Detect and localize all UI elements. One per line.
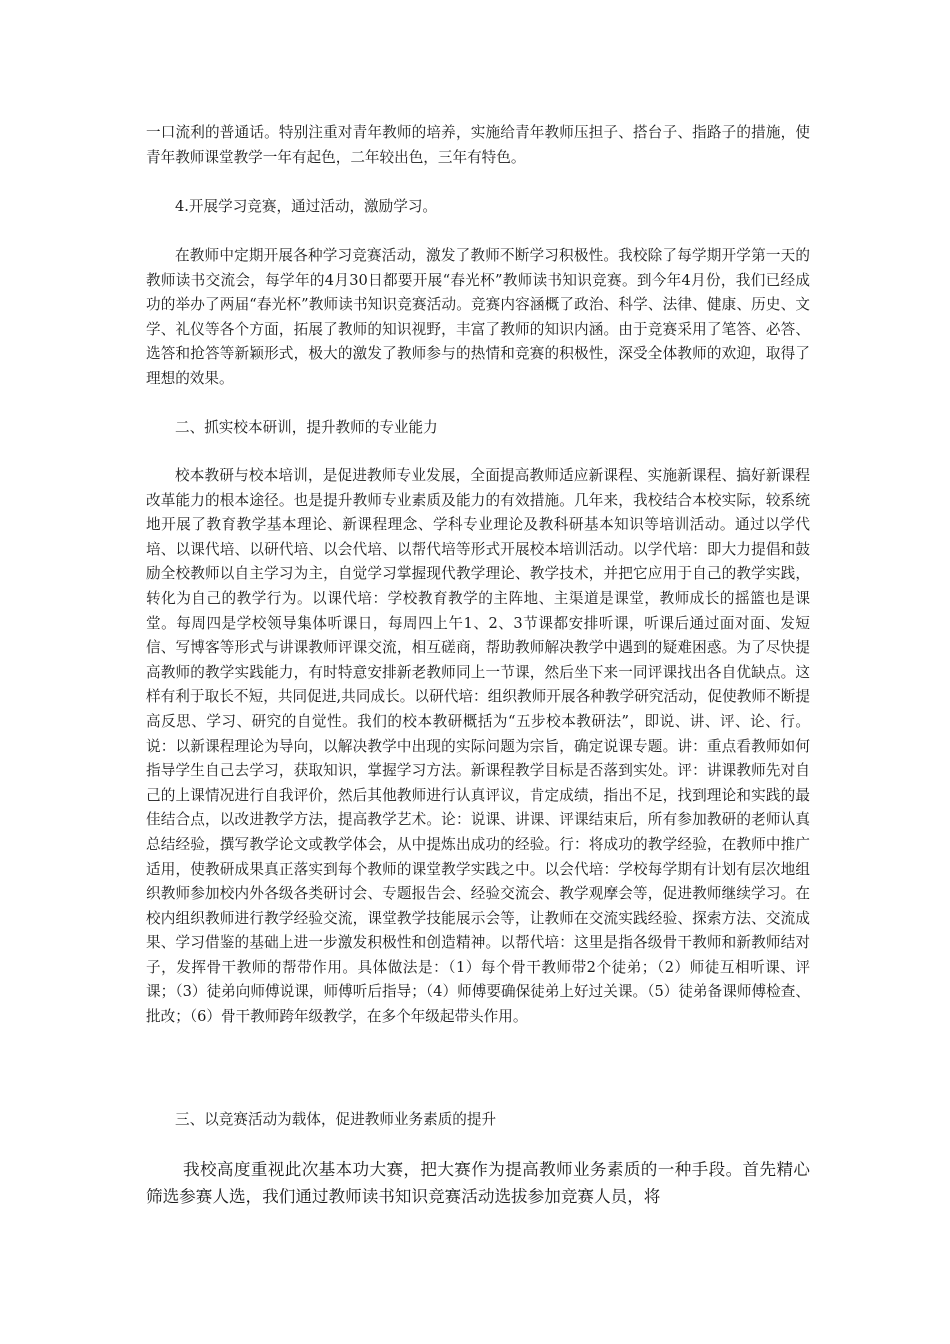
- heading-competition-carrier: 三、以竞赛活动为载体，促进教师业务素质的提升: [175, 1111, 497, 1128]
- heading-learning-competition: 4.开展学习竞赛，通过活动，激励学习。: [175, 198, 438, 215]
- heading-school-based-training: 二、抓实校本研训，提升教师的专业能力: [175, 419, 438, 436]
- paragraph-basic-skills-contest: 我校高度重视此次基本功大赛，把大赛作为提高教师业务素质的一种手段。首先精心筛选参赛人选，我们通过教师读书知识竞赛活动选拔参加竞赛人员，将: [146, 1160, 810, 1206]
- paragraph-reading-competition: 在教师中定期开展各种学习竞赛活动，激发了教师不断学习积极性。我校除了每学期开学第一天的教师读书交流会，每学年的4月30日都要开展“春光杯”教师读书知识竞赛。到今年4月份，我们已经成功的举办了两届“春光杯”教师读书知识竞赛活动。竞赛内容涵概了政治、科学、法律、健康、历史、文学、礼仪等各个方面，拓展了教师的知识视野，丰富了教师的知识内涵。由于竞赛采用了笔答、必答、选答和抢答等新颖形式，极大的激发了教师参与的热情和竞赛的积极性，深受全体教师的欢迎，取得了理想的效果。: [146, 247, 810, 387]
- paragraph-young-teacher-training: 一口流利的普通话。特别注重对青年教师的培养，实施给青年教师压担子、搭台子、指路子的措施，使青年教师课堂教学一年有起色，二年较出色，三年有特色。: [146, 124, 810, 166]
- paragraph-school-based-research: 校本教研与校本培训，是促进教师专业发展，全面提高教师适应新课程、实施新课程、搞好新课程改革能力的根本途径。也是提升教师专业素质及能力的有效措施。几年来，我校结合本校实际，较系统地开展了教育教学基本理论、新课程理念、学科专业理论及教科研基本知识等培训活动。通过以学代培、以课代培、以研代培、以会代培、以帮代培等形式开展校本培训活动。以学代培：即大力提倡和鼓励全校教师以自主学习为主，自觉学习掌握现代教学理论、教学技术，并把它应用于自己的教学实践，转化为自己的教学行为。以课代培：学校教育教学的主阵地、主渠道是课堂，教师成长的摇篮也是课堂。每周四是学校领导集体听课日，每周四上午1、2、3节课都安排听课，听课后通过面对面、发短信、写博客等形式与讲课教师评课交流，相互磋商，帮助教师解决教学中遇到的疑难困惑。为了尽快提高教师的教学实践能力，有时特意安排新老教师同上一节课，然后坐下来一同评课找出各自优缺点。这样有利于取长不短，共同促进,共同成长。以研代培：组织教师开展各种教学研究活动，促使教师不断提高反思、学习、研究的自觉性。我们的校本教研概括为“五步校本教研法”，即说、讲、评、论、行。说：以新课程理论为导向，以解决教学中出现的实际问题为宗旨，确定说课专题。讲：重点看教师如何指导学生自己去学习，获取知识，掌握学习方法。新课程教学目标是否落到实处。评：讲课教师先对自己的上课情况进行自我评价，然后其他教师进行认真评议，肯定成绩，指出不足，找到理论和实践的最佳结合点，以改进教学方法，提高教学艺术。论：说课、讲课、评课结束后，所有参加教研的老师认真总结经验，撰写教学论文或教学体会，从中提炼出成功的经验。行：将成功的教学经验，在教师中推广适用，使教研成果真正落实到每个教师的课堂教学实践之中。以会代培：学校每学期有计划有层次地组织教师参加校内外各级各类研讨会、专题报告会、经验交流会、教学观摩会等，促进教师继续学习。在校内组织教师进行教学经验交流，课堂教学技能展示会等，让教师在交流实践经验、探索方法、交流成果、学习借鉴的基础上进一步激发积极性和创造精神。以帮代培：这里是指各级骨干教师和新教师结对子，发挥骨干教师的帮带作用。具体做法是：（1）每个骨干教师带2个徒弟；（2）师徒互相听课、评课；（3）徒弟向师傅说课，师傅听后指导；（4）师傅要确保徒弟上好过关课。（5）徒弟备课师傅检查、批改；（6）骨干教师跨年级教学，在多个年级起带头作用。: [146, 467, 810, 1026]
